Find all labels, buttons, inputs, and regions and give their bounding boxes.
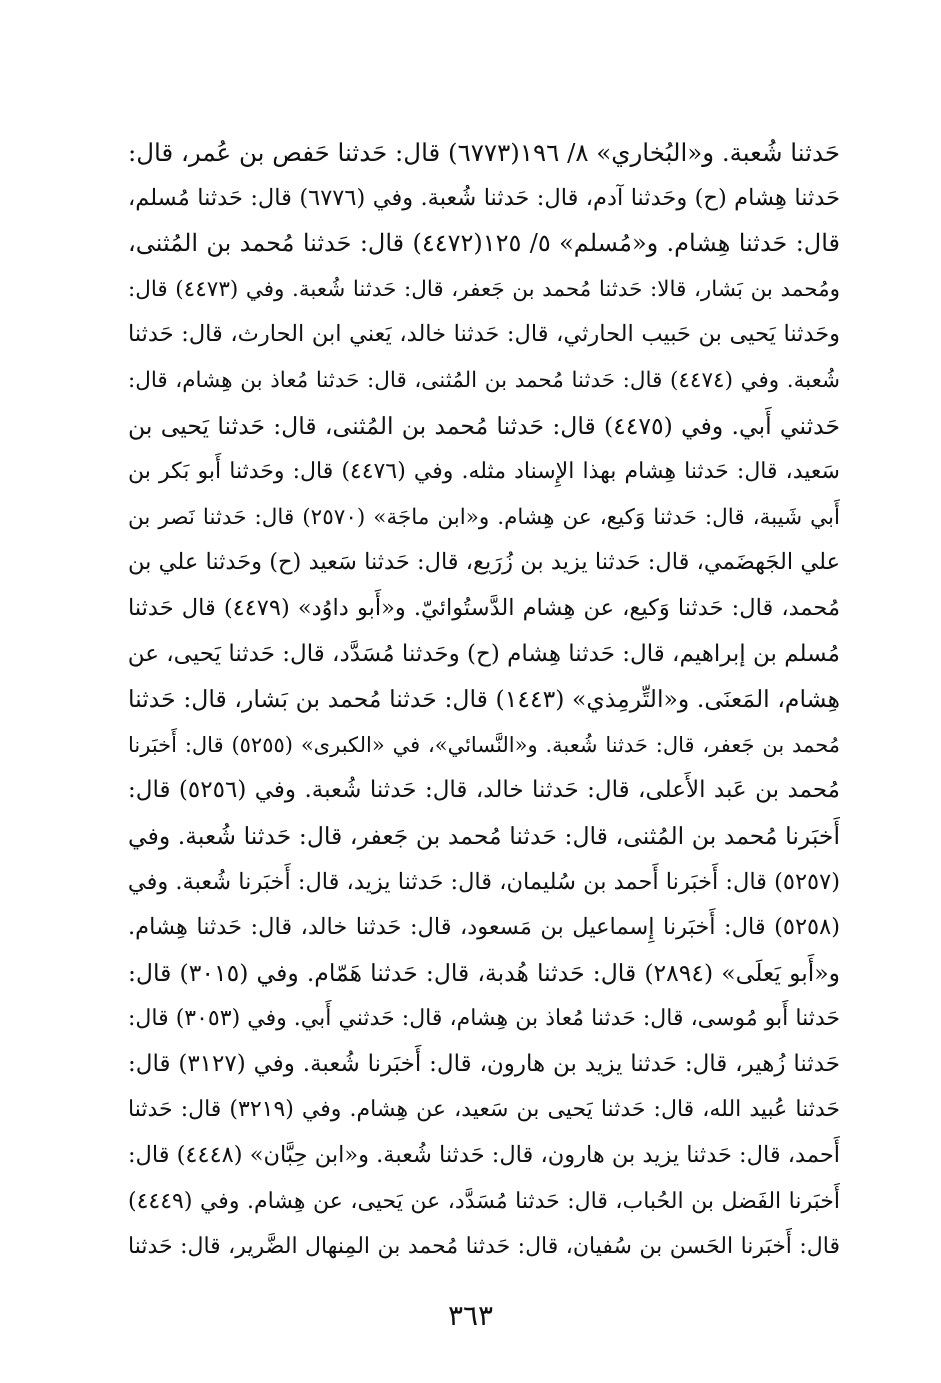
text-line: حَدثنا أَبو مُوسى، قال: حَدثنا مُعاذ بن هِشام، قال: حَدثني أَبي. وفي (٣٠٥٣) قال: <box>128 1006 840 1032</box>
text-line: أَخبَرنا الفَضل بن الحُباب، قال: حَدثنا مُسَدَّد، عن يَحيى، عن هِشام. وفي (٤٤٤٩) <box>128 1188 840 1214</box>
text-line: هِشام، المَعنَى. و«التِّرمِذي» (١٤٤٣) قال: حَدثنا مُحمد بن بَشار، قال: حَدثنا <box>128 685 840 714</box>
text-line: وحَدثنا يَحيى بن حَبيب الحارثي، قال: حَدثنا خالد، يَعني ابن الحارث، قال: حَدثنا <box>128 321 840 348</box>
text-line: قال: حَدثنا هِشام. و«مُسلم» ٥/ ١٢٥(٤٤٧٢) قال: حَدثنا مُحمد بن المُثنى، <box>128 229 840 258</box>
text-line: أَخبَرنا مُحمد بن المُثنى، قال: حَدثنا مُحمد بن جَعفر، قال: حَدثنا شُعبة. وفي <box>128 821 840 850</box>
text-line: حَدثنا عُبيد الله، قال: حَدثنا يَحيى بن سَعيد، عن هِشام. وفي (٣٢١٩) قال: حَدثنا <box>128 1097 840 1123</box>
text-line: و«أَبو يَعلَى» (٢٨٩٤) قال: حَدثنا هُدبة، قال: حَدثنا هَمّام. وفي (٣٠١٥) قال: <box>128 958 840 987</box>
text-line: علي الجَهضَمي، قال: حَدثنا يزيد بن زُرَيع، قال: حَدثنا سَعيد (ح) وحَدثنا علي بن <box>128 549 840 576</box>
text-line: حَدثنا زُهير، قال: حَدثنا يزيد بن هارون، قال: أَخبَرنا شُعبة. وفي (٣١٢٧) قال: <box>128 1050 840 1077</box>
page-number: ٣٦٣ <box>447 1299 494 1332</box>
text-line: (٥٢٥٨) قال: أَخبَرنا إِسماعيل بن مَسعود، قال: حَدثنا خالد، قال: حَدثنا هِشام. <box>128 914 840 941</box>
text-line: قال: أَخبَرنا الحَسن بن سُفيان، قال: حَدثنا مُحمد بن المِنهال الضَّرير، قال: حَدثنا <box>128 1234 840 1260</box>
text-line: ومُحمد بن بَشار، قالا: حَدثنا مُحمد بن جَعفر، قال: حَدثنا شُعبة. وفي (٤٤٧٣) قال: <box>128 276 840 302</box>
text-line: شُعبة. وفي (٤٤٧٤) قال: حَدثنا مُحمد بن المُثنى، قال: حَدثنا مُعاذ بن هِشام، قال: <box>128 367 840 393</box>
text-line: مُسلم بن إبراهيم، قال: حَدثنا هِشام (ح) وحَدثنا مُسَدَّد، قال: حَدثنا يَحيى، عن <box>128 640 840 667</box>
text-line: حَدثنا هِشام (ح) وحَدثنا آدم، قال: حَدثنا شُعبة. وفي (٦٧٧٦) قال: حَدثنا مُسلم، <box>128 184 840 211</box>
text-line: مُحمد بن جَعفر، قال: حَدثنا شُعبة. و«النَّسائي»، في «الكبرى» (٥٢٥٥) قال: أَخبَرنا <box>128 732 840 757</box>
text-line: أَحمد، قال: حَدثنا يزيد بن هارون، قال: حَدثنا شُعبة. و«ابن حِبَّان» (٤٤٤٨) قال: <box>128 1142 840 1169</box>
text-line: سَعيد، قال: حَدثنا هِشام بهذا الإِسناد مثله. وفي (٤٤٧٦) قال: وحَدثنا أَبو بَكر بن <box>128 459 840 485</box>
text-line: حَدثني أَبي. وفي (٤٤٧٥) قال: حَدثنا مُحمد بن المُثنى، قال: حَدثنا يَحيى بن <box>128 411 840 440</box>
text-line: مُحمد بن عَبد الأَعلى، قال: حَدثنا خالد، قال: حَدثنا شُعبة. وفي (٥٢٥٦) قال: <box>128 777 840 804</box>
text-line: أَبي شَيبة، قال: حَدثنا وَكيع، عن هِشام. و«ابن ماجَة» (٢٥٧٠) قال: حَدثنا نَصر بن <box>128 504 840 530</box>
body-text <box>128 130 840 1270</box>
text-line: مُحمد، قال: حَدثنا وَكيع، عن هِشام الدَّستُوائيّ. و«أَبو داوُد» (٤٤٧٩) قال حَدثنا <box>128 594 840 621</box>
text-line: (٥٢٥٧) قال: أَخبَرنا أَحمد بن سُليمان، قال: حَدثنا يزيد، قال: أَخبَرنا شُعبة. وفي <box>128 868 840 895</box>
text-line: حَدثنا شُعبة. و«البُخاري» ٨/ ١٩٦(٦٧٧٣) قال: حَدثنا حَفص بن عُمر، قال: <box>128 138 840 167</box>
